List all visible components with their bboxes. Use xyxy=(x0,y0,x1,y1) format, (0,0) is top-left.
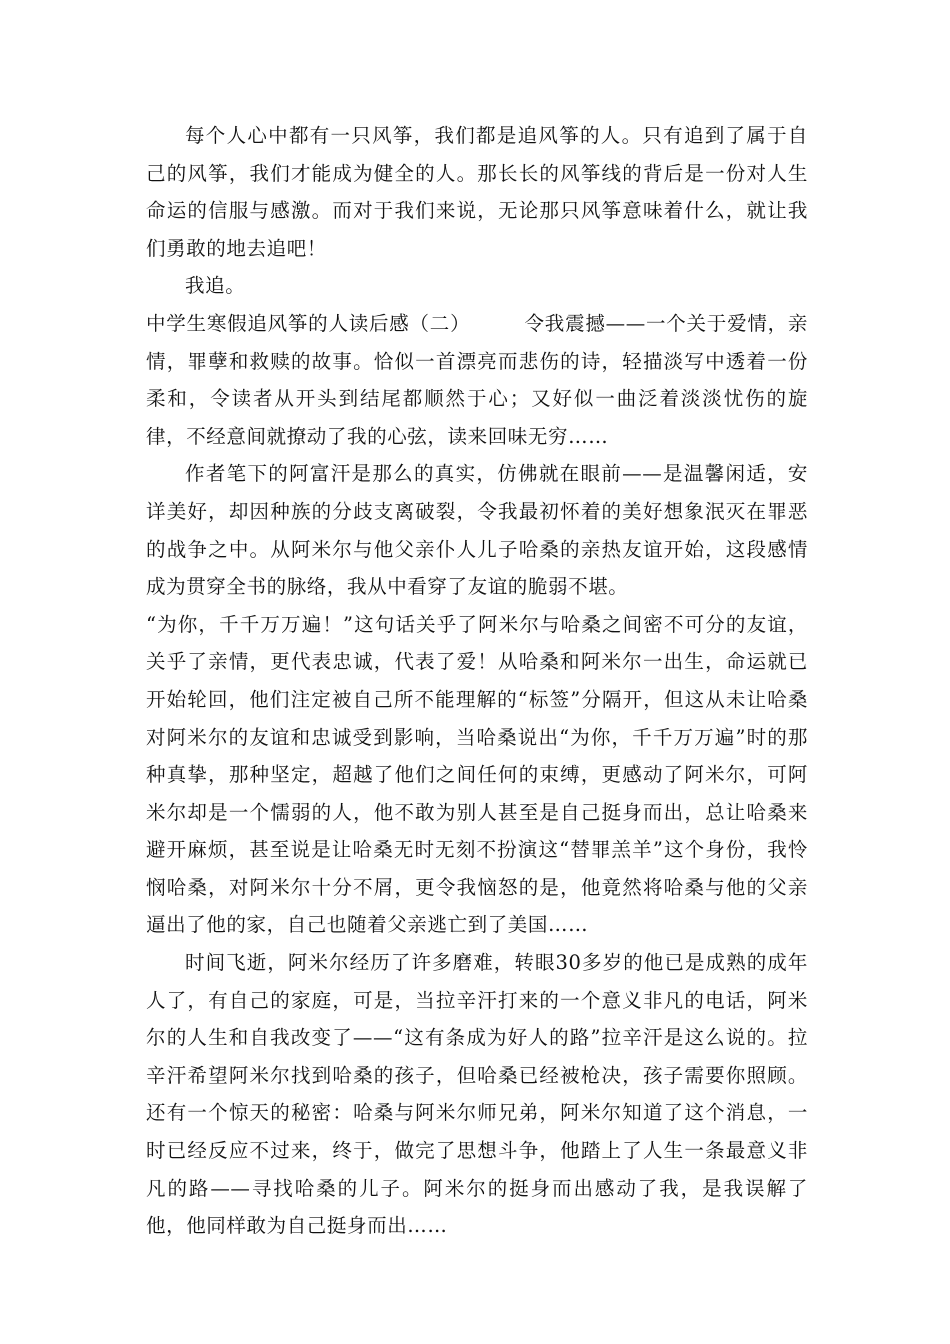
paragraph-kite-chasers: 每个人心中都有一只风筝，我们都是追风筝的人。只有追到了属于自己的风筝，我们才能成为健全的人。那长长的风筝线的背后是一份对人生命运的信服与感激。而对于我们来说，无论那只风筝意味着什么，就让我们勇敢的地去追吧！ xyxy=(146,124,808,260)
paragraph-shock: 令我震撼——一个关于爱情，亲情，罪孽和救赎的故事。恰似一首漂亮而悲伤的诗，轻描淡写中透着一份柔和，令读者从开头到结尾都顺然于心；又好似一曲泛着淡淡忧伤的旋律，不经意间就撩动了我的心弦，读来回味无穷…… xyxy=(146,311,808,448)
document-body xyxy=(146,117,808,1245)
paragraph-i-chase: 我追。 xyxy=(185,274,246,298)
paragraph-time-flies: 时间飞逝，阿米尔经历了许多磨难，转眼30多岁的他已是成熟的成年人了，有自己的家庭，可是，当拉辛汗打来的一个意义非凡的电话，阿米尔的人生和自我改变了——“这有条成为好人的路”拉辛汗是这么说的。拉辛汗希望阿米尔找到哈桑的孩子，但哈桑已经被枪决，孩子需要你照顾。还有一个惊天的秘密：哈桑与阿米尔师兄弟，阿米尔知道了这个消息，一时已经反应不过来，终于，做完了思想斗争，他踏上了人生一条最意义非凡的路——寻找哈桑的儿子。阿米尔的挺身而出感动了我，是我误解了他，他同样敢为自己挺身而出…… xyxy=(146,951,808,1238)
section-heading-line xyxy=(146,305,808,455)
section-heading: 中学生寒假追风筝的人读后感（二） xyxy=(146,311,471,335)
paragraph-for-you: “为你，千千万万遍！”这句话关乎了阿米尔与哈桑之间密不可分的友谊，关乎了亲情，更代表忠诚，代表了爱！从哈桑和阿米尔一出生，命运就已开始轮回，他们注定被自己所不能理解的“标签”分隔开，但这从未让哈桑对阿米尔的友谊和忠诚受到影响，当哈桑说出“为你，千千万万遍”时的那种真挚，那种坚定，超越了他们之间任何的束缚，更感动了阿米尔，可阿米尔却是一个懦弱的人，他不敢为别人甚至是自己挺身而出，总让哈桑来避开麻烦，甚至说是让哈桑无时无刻不扮演这“替罪羔羊”这个身份，我怜悯哈桑，对阿米尔十分不屑，更令我恼怒的是，他竟然将哈桑与他的父亲逼出了他的家，自己也随着父亲逃亡到了美国…… xyxy=(146,612,808,937)
paragraph-afghanistan: 作者笔下的阿富汗是那么的真实，仿佛就在眼前——是温馨闲适，安详美好，却因种族的分歧支离破裂，令我最初怀着的美好想象泯灭在罪恶的战争之中。从阿米尔与他父亲仆人儿子哈桑的亲热友谊开始，这段感情成为贯穿全书的脉络，我从中看穿了友谊的脆弱不堪。 xyxy=(146,462,808,599)
